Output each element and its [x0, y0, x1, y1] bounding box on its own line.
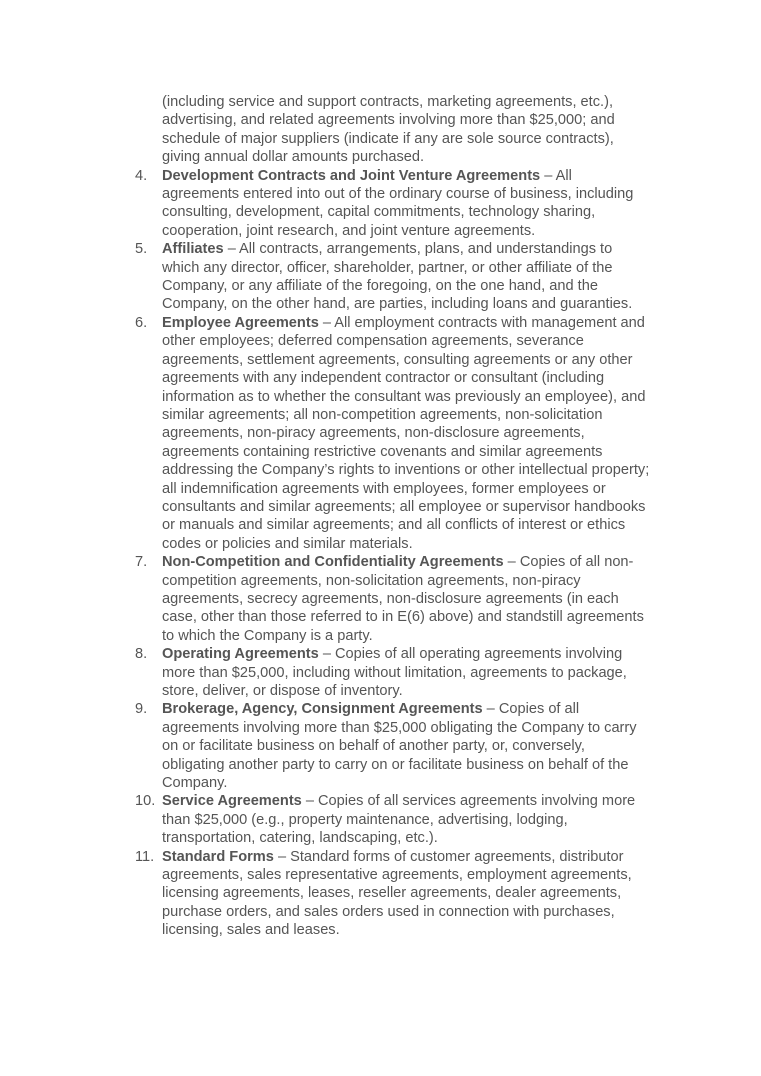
item-number: 5.	[135, 241, 148, 258]
list-item	[135, 167, 650, 241]
list-item	[135, 314, 650, 553]
item-number: 6.	[135, 314, 148, 331]
item-number: 8.	[135, 646, 148, 663]
list-item	[135, 700, 650, 792]
item-text: – Copies of all operating agreements involving more than $25,000, including without limitation, agreements to package, store, deliver, or dispose of inventory.	[162, 646, 627, 699]
item-number: 4.	[135, 167, 148, 184]
item-number: 11.	[135, 848, 155, 865]
item-term: Service Agreements	[162, 793, 302, 810]
document-page	[0, 93, 761, 940]
item-text: – Copies of all services agreements involving more than $25,000 (e.g., property maintenance, advertising, lodging, transportation, catering, landscaping, etc.).	[162, 793, 636, 847]
item-text: – All contracts, arrangements, plans, and understandings to which any director, officer, shareholder, partner, or other affiliate of the Company, or any affiliate of the foregoing, on the one hand, and the Company, on the other hand, are parties, including loans and guaranties.	[162, 241, 633, 313]
item-text: – Copies of all agreements involving more than $25,000 obligating the Company to carry on or facilitate business on behalf of another party, or, conversely, obligating another party to carry on or facilitate business on behalf of the Company.	[162, 701, 637, 792]
list-item	[135, 240, 650, 314]
item-number: 9.	[135, 701, 148, 718]
item-number: 10.	[135, 793, 156, 810]
item-term: Development Contracts and Joint Venture Agreements	[162, 167, 541, 184]
list-item	[135, 848, 650, 940]
item-text: – All employment contracts with management and other employees; deferred compensation agreements, severance agreements, settlement agreements, consulting agreements or any other agreements with any independent contractor or consultant (including information as to whether the consultant was previously an employee), and similar agreements; all non-competition agreements, non-solicitation agreements, non-piracy agreements, non-disclosure agreements, agreements containing restrictive covenants and similar agreements addressing the Company’s rights to inventions or other intellectual property; all indemnification agreements with employees, former employees or consultants and similar agreements; all employee or supervisor handbooks or manuals and similar agreements; and all conflicts of interest or ethics codes or policies and similar materials.	[162, 314, 650, 552]
item-text: – Standard forms of customer agreements, distributor agreements, sales representative agreements, employment agreements, licensing agreements, leases, reseller agreements, dealer agreements, purchase orders, and sales orders used in connection with purchases, licensing, sales and leases.	[162, 848, 632, 939]
item-text: – Copies of all non-competition agreements, non-solicitation agreements, non-piracy agreements, secrecy agreements, non-disclosure agreements (in each case, other than those referred to in E(6) above) and standstill agreements to which the Company is a party.	[162, 554, 644, 644]
intro-paragraph: (including service and support contracts, marketing agreements, etc.), advertising, and related agreements involving more than $25,000; and schedule of major suppliers (indicate if any are sole source contracts), giving annual dollar amounts purchased.	[162, 94, 615, 166]
list-item	[135, 553, 650, 645]
item-term: Non-Competition and Confidentiality Agreements	[162, 554, 504, 571]
item-term: Affiliates	[162, 241, 224, 258]
item-term: Employee Agreements	[162, 314, 319, 331]
item-text: – All agreements entered into out of the ordinary course of business, including consulting, development, capital commitments, technology sharing, cooperation, joint research, and joint venture agreements.	[162, 167, 634, 239]
list-item	[135, 792, 650, 847]
item-number: 7.	[135, 554, 148, 571]
item-term: Brokerage, Agency, Consignment Agreements	[162, 701, 483, 718]
item-term: Operating Agreements	[162, 646, 319, 663]
item-term: Standard Forms	[162, 848, 274, 865]
list-item	[135, 645, 650, 700]
